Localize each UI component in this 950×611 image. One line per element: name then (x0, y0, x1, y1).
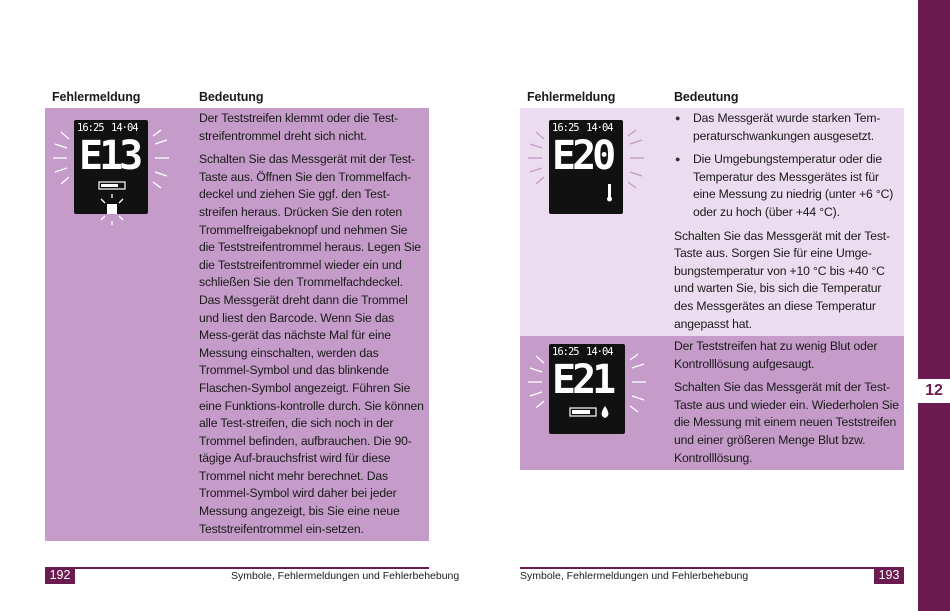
meaning-paragraph: Der Teststreifen klemmt oder die Test-streifentrommel dreht sich nicht. (199, 111, 399, 143)
display-date: 14·04 (586, 346, 613, 358)
footer-title: Symbole, Fehlermeldungen und Fehlerbehebung (520, 570, 749, 582)
right-page (475, 0, 950, 611)
display-date: 14·04 (586, 122, 613, 134)
column-header-fehlermeldung: Fehlermeldung (527, 90, 616, 104)
display-error-code: E13 (79, 133, 140, 179)
error-row-e20 (520, 108, 904, 336)
meaning-cell (674, 338, 900, 473)
meaning-paragraph: Der Teststreifen hat zu wenig Blut oder Kontrolllösung aufgesaugt. (674, 339, 878, 371)
meaning-cell (674, 110, 900, 339)
display-date: 14·04 (111, 122, 138, 134)
meaning-bullet: ● Das Messgerät wurde starken Tem-peraturschwankungen ausgesetzt. (674, 110, 900, 145)
footer-rule (520, 567, 904, 569)
display-error-code: E20 (552, 133, 613, 179)
chapter-tab-number: 12 (918, 379, 950, 403)
column-header-bedeutung: Bedeutung (674, 90, 739, 104)
display-time: 16:25 (77, 122, 104, 134)
error-display-cell (520, 336, 666, 470)
footer-rule (45, 567, 429, 569)
meaning-paragraph: Schalten Sie das Messgerät mit der Test-Taste aus. Öffnen Sie den Trommelfach-deckel und ziehen Sie ggf. den Test-streifen heraus. Drücken Sie den roten Trommelfreigabeknopf und nehmen Sie die Teststreifentrommel heraus. Legen Sie die Teststreifentrommel wieder ein und schließen Sie den Trommelfachdeckel. Das Messgerät dreht dann die Trommel und liest den Barcode. Wenn Sie das Mess-gerät das nächste Mal für eine Messung einschalten, werden das Trommel-Symbol und das blinkende Flaschen-Symbol angezeigt. Führen Sie eine Funktions-kontrolle durch. Sie können alle Test-streifen, die sich noch in der Trommel befinden, aufbrauchen. Die 90-tägige Auf-brauchsfrist wird für diese Trommel nicht mehr berechnet. Das Trommel-Symbol wird daher bei jeder Messung angezeigt, bis Sie eine neue Teststreifentrommel ein-setzen. (199, 152, 424, 536)
meaning-paragraph: Schalten Sie das Messgerät mit der Test-Taste aus und wieder ein. Wiederholen Sie die Messung mit einem neuen Teststreifen und einer größeren Menge Blut bzw. Kontrolllösung. (674, 380, 899, 465)
meaning-paragraph: Schalten Sie das Messgerät mit der Test-Taste aus. Sorgen Sie für eine Umge-bungstemperatur von +10 °C bis +40 °C und warten Sie, bis sich die Temperatur des Messgerätes an diese Temperatur angepasst hat. (674, 228, 890, 331)
display-time: 16:25 (552, 122, 579, 134)
error-display-cell (45, 108, 191, 541)
error-row-e21 (520, 336, 904, 470)
meaning-cell (199, 110, 425, 544)
column-header-bedeutung: Bedeutung (199, 90, 264, 104)
error-display-cell (520, 108, 666, 336)
footer-title: Symbole, Fehlermeldungen und Fehlerbehebung (231, 570, 460, 582)
chapter-tab-bar (918, 0, 950, 611)
meaning-bullet: ● Die Umgebungstemperatur oder die Temperatur des Messgerätes ist für eine Messung zu niedrig (unter +6 °C) oder zu hoch (über +44 °C). (674, 151, 900, 221)
display-time: 16:25 (552, 346, 579, 358)
column-header-fehlermeldung: Fehlermeldung (52, 90, 141, 104)
error-row-e13 (45, 108, 429, 541)
page-number: 193 (874, 567, 904, 584)
display-error-code: E21 (552, 357, 613, 403)
page-number: 192 (45, 567, 75, 584)
